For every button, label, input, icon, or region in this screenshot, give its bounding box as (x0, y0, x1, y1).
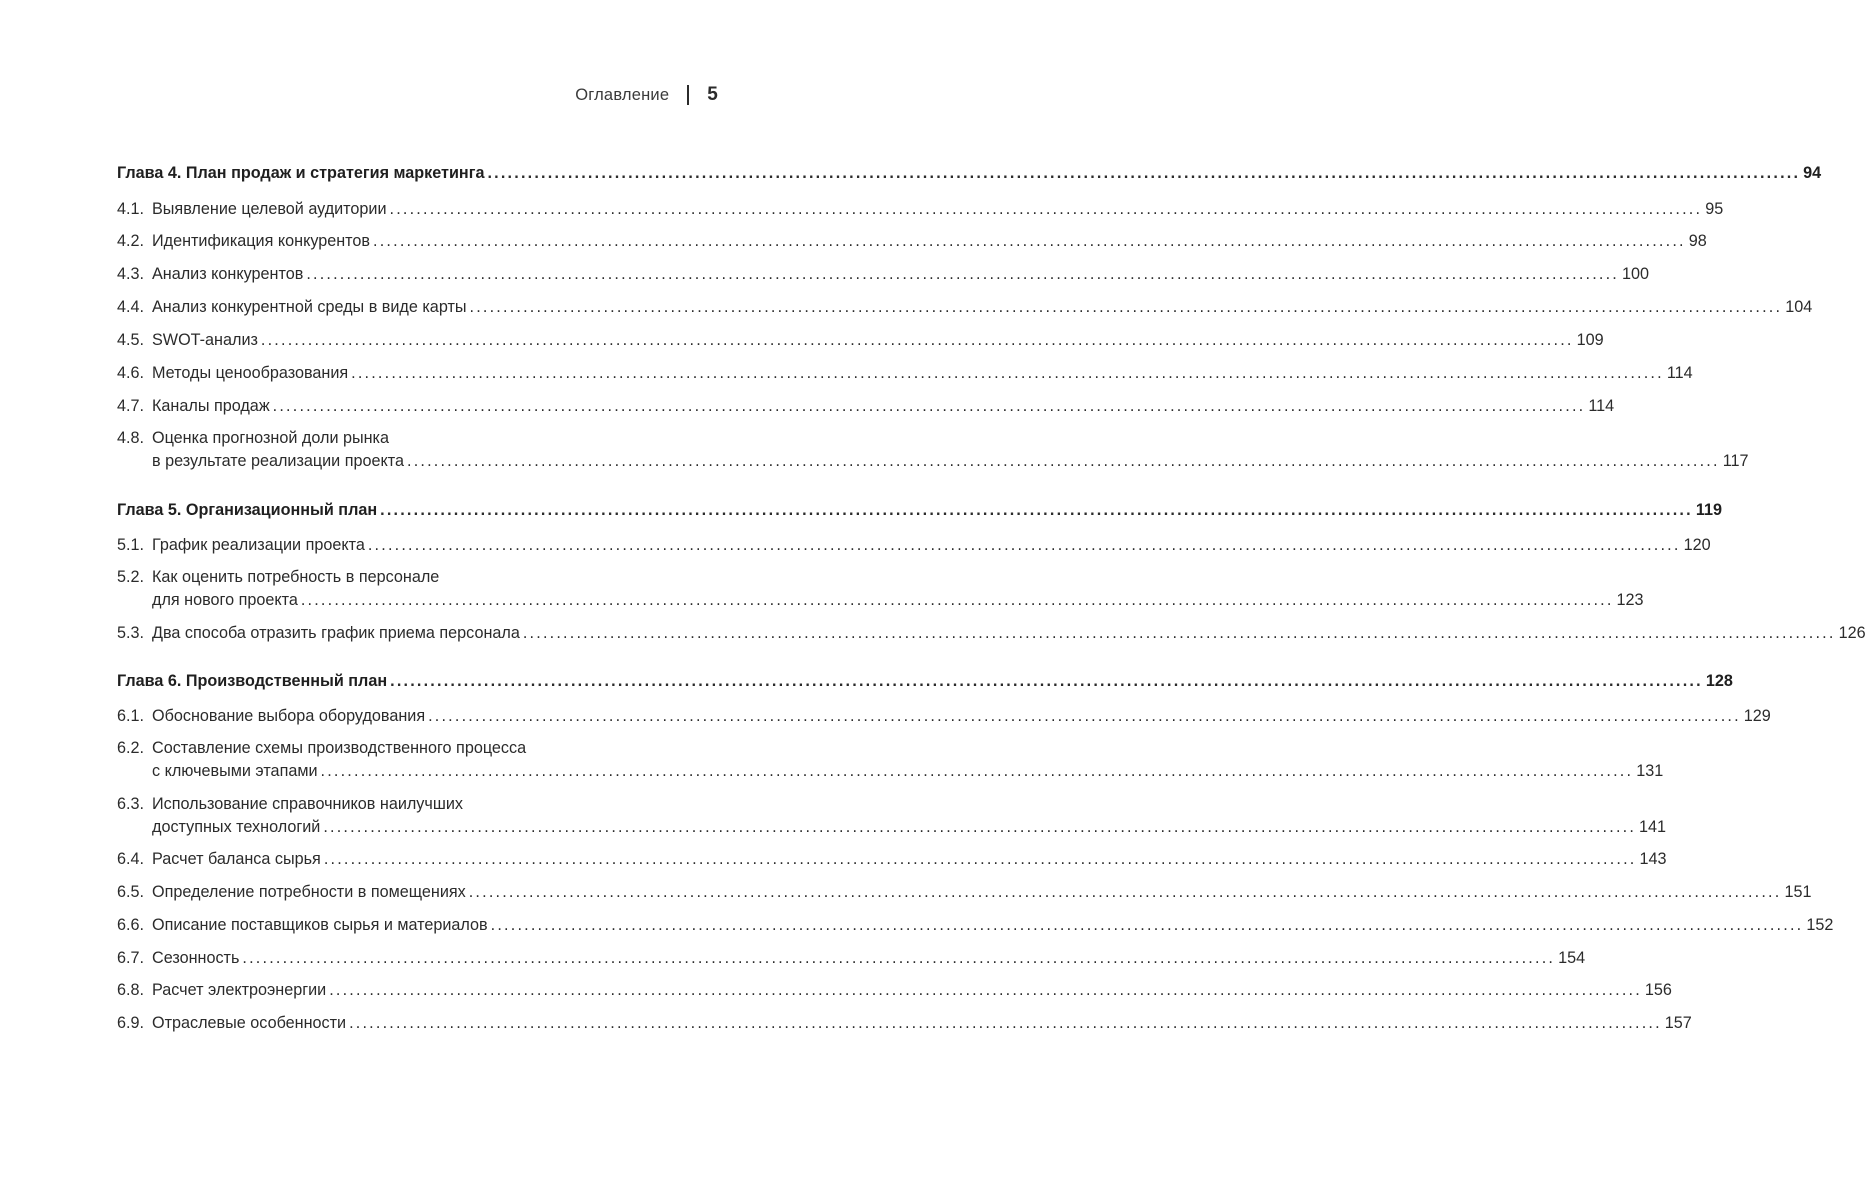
entry-page: 120 (1683, 536, 1711, 554)
entry-title: Отраслевые особенности (152, 1014, 347, 1032)
entry-title-line-2: для нового проекта (152, 591, 298, 609)
chapter-page: 128 (1705, 672, 1733, 690)
leader-dots (349, 1014, 1662, 1033)
entry-page: 100 (1622, 265, 1650, 283)
entry-title: График реализации проекта (152, 536, 365, 554)
entry-title: Анализ конкурентов (152, 265, 304, 283)
entry-page: 154 (1558, 949, 1586, 967)
entry-number: 4.8. (117, 429, 145, 447)
entry-number: 6.2. (117, 739, 145, 757)
entry-number: 6.4. (117, 850, 145, 868)
leader-dots (368, 536, 1681, 555)
leader-dots (323, 818, 1636, 837)
toc-entry-6-4[interactable] (117, 850, 1667, 873)
leader-dots (487, 164, 1800, 183)
entry-title: Описание поставщиков сырья и материалов (152, 916, 488, 934)
leader-dots (329, 981, 1642, 1000)
entry-title-line-2: в результате реализации проекта (152, 452, 404, 470)
entry-page: 131 (1636, 762, 1664, 780)
entry-number: 4.7. (117, 397, 145, 415)
entry-page: 156 (1644, 981, 1672, 999)
entry-number: 4.2. (117, 232, 145, 250)
toc-entry-4-1[interactable] (117, 200, 1724, 223)
header-divider (687, 85, 689, 105)
entry-title-line-1: Использование справочников наилучших (152, 795, 463, 813)
entry-title: SWOT-анализ (152, 331, 258, 349)
entry-number: 6.3. (117, 795, 145, 813)
toc-entry-6-1[interactable] (117, 707, 1771, 730)
entry-title-line-1: Составление схемы производственного процесса (152, 739, 527, 757)
leader-dots (301, 591, 1614, 610)
toc-chapter-4[interactable] (117, 164, 1822, 188)
toc-entry-6-6[interactable] (117, 916, 1834, 939)
leader-dots (470, 298, 1783, 317)
toc-entry-4-5[interactable] (117, 331, 1604, 354)
toc-entry-4-3[interactable] (117, 265, 1650, 288)
toc-entry-4-2[interactable] (117, 232, 1707, 255)
entry-number: 5.2. (117, 568, 145, 586)
toc-entry-4-6[interactable] (117, 364, 1693, 387)
entry-title: Идентификация конкурентов (152, 232, 371, 250)
leader-dots (273, 397, 1586, 416)
table-of-contents (117, 164, 1866, 1037)
entry-number: 6.9. (117, 1014, 145, 1032)
entry-page: 95 (1705, 200, 1724, 218)
chapter-title: Глава 5. Организационный план (117, 501, 378, 519)
toc-chapter-6[interactable] (117, 672, 1733, 696)
entry-title-line-1: Оценка прогнозной доли рынка (152, 429, 389, 447)
chapter-page: 119 (1695, 501, 1722, 519)
entry-number: 4.1. (117, 200, 145, 218)
entry-number: 5.3. (117, 624, 145, 642)
page-number: 5 (707, 84, 718, 105)
leader-dots (428, 707, 1741, 726)
entry-page: 129 (1743, 707, 1771, 725)
toc-entry-6-3[interactable] (117, 795, 1667, 841)
leader-dots (321, 762, 1634, 781)
entry-page: 104 (1785, 298, 1813, 316)
running-header (575, 84, 718, 106)
leader-dots (324, 850, 1637, 869)
entry-page: 126 (1838, 624, 1866, 642)
entry-number: 6.6. (117, 916, 145, 934)
entry-page: 109 (1576, 331, 1604, 349)
entry-number: 5.1. (117, 536, 145, 554)
entry-title-line-2: с ключевыми этапами (152, 762, 318, 780)
leader-dots (523, 624, 1836, 643)
entry-number: 6.8. (117, 981, 145, 999)
entry-page: 117 (1722, 452, 1749, 470)
leader-dots (306, 265, 1619, 284)
entry-page: 98 (1688, 232, 1707, 250)
toc-entry-6-8[interactable] (117, 981, 1672, 1004)
entry-title: Два способа отразить график приема персонала (152, 624, 520, 642)
entry-title: Определение потребности в помещениях (152, 883, 466, 901)
entry-number: 4.4. (117, 298, 145, 316)
entry-page: 143 (1639, 850, 1667, 868)
entry-number: 4.3. (117, 265, 145, 283)
entry-number: 6.5. (117, 883, 145, 901)
entry-title: Выявление целевой аудитории (152, 200, 387, 218)
toc-entry-5-1[interactable] (117, 536, 1711, 559)
toc-entry-4-4[interactable] (117, 298, 1813, 321)
entry-title: Обоснование выбора оборудования (152, 707, 426, 725)
leader-dots (380, 501, 1693, 520)
toc-entry-6-2[interactable] (117, 739, 1664, 785)
header-title: Оглавление (575, 85, 670, 104)
entry-page: 141 (1639, 818, 1667, 836)
toc-entry-5-2[interactable] (117, 568, 1644, 614)
entry-number: 4.5. (117, 331, 145, 349)
entry-number: 4.6. (117, 364, 145, 382)
leader-dots (491, 916, 1804, 935)
leader-dots (242, 949, 1555, 968)
entry-page: 152 (1806, 916, 1834, 934)
toc-entry-6-7[interactable] (117, 949, 1586, 972)
toc-entry-4-7[interactable] (117, 397, 1615, 420)
entry-page: 123 (1616, 591, 1644, 609)
entry-title: Каналы продаж (152, 397, 270, 415)
entry-page: 114 (1588, 397, 1615, 415)
leader-dots (390, 672, 1703, 691)
leader-dots (407, 452, 1720, 471)
chapter-title: Глава 6. Производственный план (117, 672, 388, 690)
entry-title: Расчет баланса сырья (152, 850, 321, 868)
toc-entry-4-8[interactable] (117, 429, 1749, 475)
leader-dots (390, 200, 1703, 219)
toc-entry-6-5[interactable] (117, 883, 1812, 906)
entry-page: 151 (1784, 883, 1812, 901)
toc-entry-6-9[interactable] (117, 1014, 1692, 1037)
entry-page: 114 (1666, 364, 1693, 382)
toc-chapter-5[interactable] (117, 501, 1722, 525)
entry-title: Методы ценообразования (152, 364, 349, 382)
entry-title: Анализ конкурентной среды в виде карты (152, 298, 467, 316)
entry-title-line-1: Как оценить потребность в персонале (152, 568, 440, 586)
leader-dots (469, 883, 1782, 902)
entry-title: Расчет электроэнергии (152, 981, 327, 999)
chapter-page: 94 (1803, 164, 1822, 182)
entry-number: 6.7. (117, 949, 145, 967)
leader-dots (373, 232, 1686, 251)
leader-dots (261, 331, 1574, 350)
toc-entry-5-3[interactable] (117, 624, 1866, 647)
chapter-title: Глава 4. План продаж и стратегия маркетинга (117, 164, 485, 182)
leader-dots (351, 364, 1664, 383)
entry-title-line-2: доступных технологий (152, 818, 321, 836)
entry-title: Сезонность (152, 949, 240, 967)
entry-page: 157 (1664, 1014, 1692, 1032)
entry-number: 6.1. (117, 707, 145, 725)
